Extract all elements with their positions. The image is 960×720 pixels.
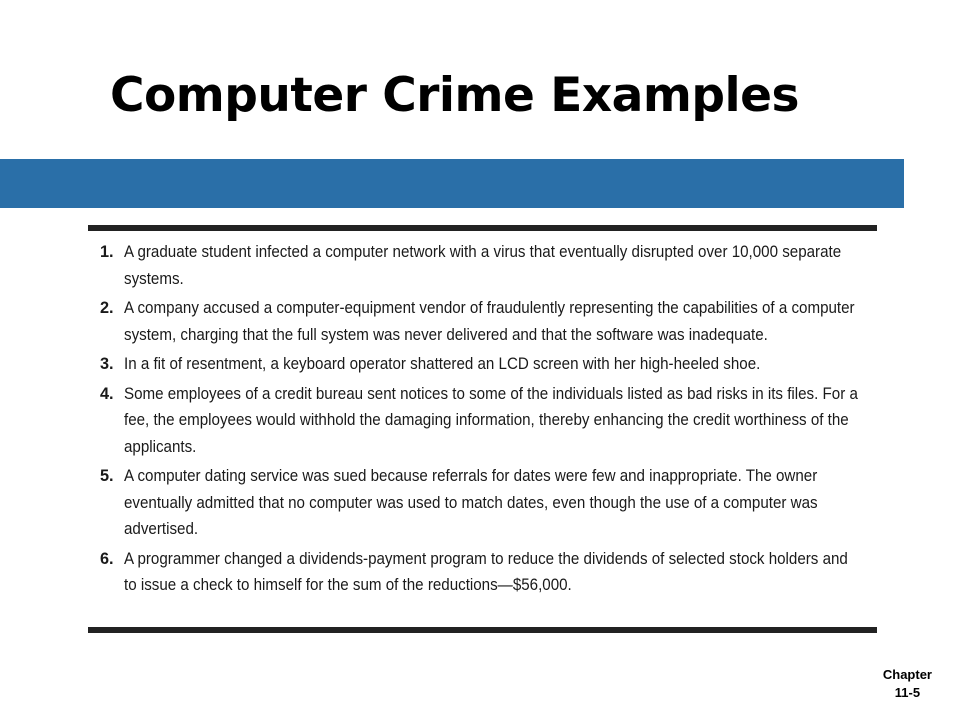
example-number: 4. — [100, 384, 114, 403]
example-text: A computer dating service was sued because referrals for dates were few and inappropriate. The owner eventually admitted that no computer was used to match dates, even though the use of a computer was advertised. — [124, 467, 818, 538]
example-number: 3. — [100, 355, 114, 373]
chapter-label-line1: Chapter — [882, 667, 932, 682]
example-item-2 — [100, 295, 860, 348]
slide-title: Computer Crime Examples — [110, 68, 799, 123]
example-item-5 — [100, 463, 860, 543]
accent-bar — [0, 159, 904, 208]
table-bottom-rule — [88, 627, 877, 633]
example-text: A company accused a computer-equipment vendor of fraudulently representing the capabilities of a computer system, charging that the full system was never delivered and that the software was inadequate. — [124, 299, 855, 344]
example-number: 1. — [100, 243, 114, 261]
example-text: In a fit of resentment, a keyboard operator shattered an LCD screen with her high-heeled shoe. — [124, 355, 761, 373]
example-item-6 — [100, 546, 860, 599]
example-number: 5. — [100, 467, 114, 485]
example-text: Some employees of a credit bureau sent notices to some of the individuals listed as bad risks in its files. For a fee, the employees would withhold the damaging information, thereby enhancing the credit worthiness of the applicants. — [124, 384, 858, 456]
example-text: A programmer changed a dividends-payment program to reduce the dividends of selected stock holders and to issue a check to himself for the sum of the reductions—$56,000. — [124, 549, 848, 594]
example-text: A graduate student infected a computer network with a virus that eventually disrupted over 10,000 separate systems. — [124, 243, 842, 288]
example-item-4 — [100, 381, 860, 461]
example-item-3 — [100, 351, 860, 378]
examples-list — [100, 239, 860, 602]
example-number: 2. — [100, 299, 114, 317]
example-item-1 — [100, 239, 860, 292]
table-top-rule — [88, 225, 877, 231]
chapter-label-line2: 11-5 — [894, 685, 921, 700]
example-number: 6. — [100, 549, 114, 568]
chapter-label — [883, 666, 932, 702]
